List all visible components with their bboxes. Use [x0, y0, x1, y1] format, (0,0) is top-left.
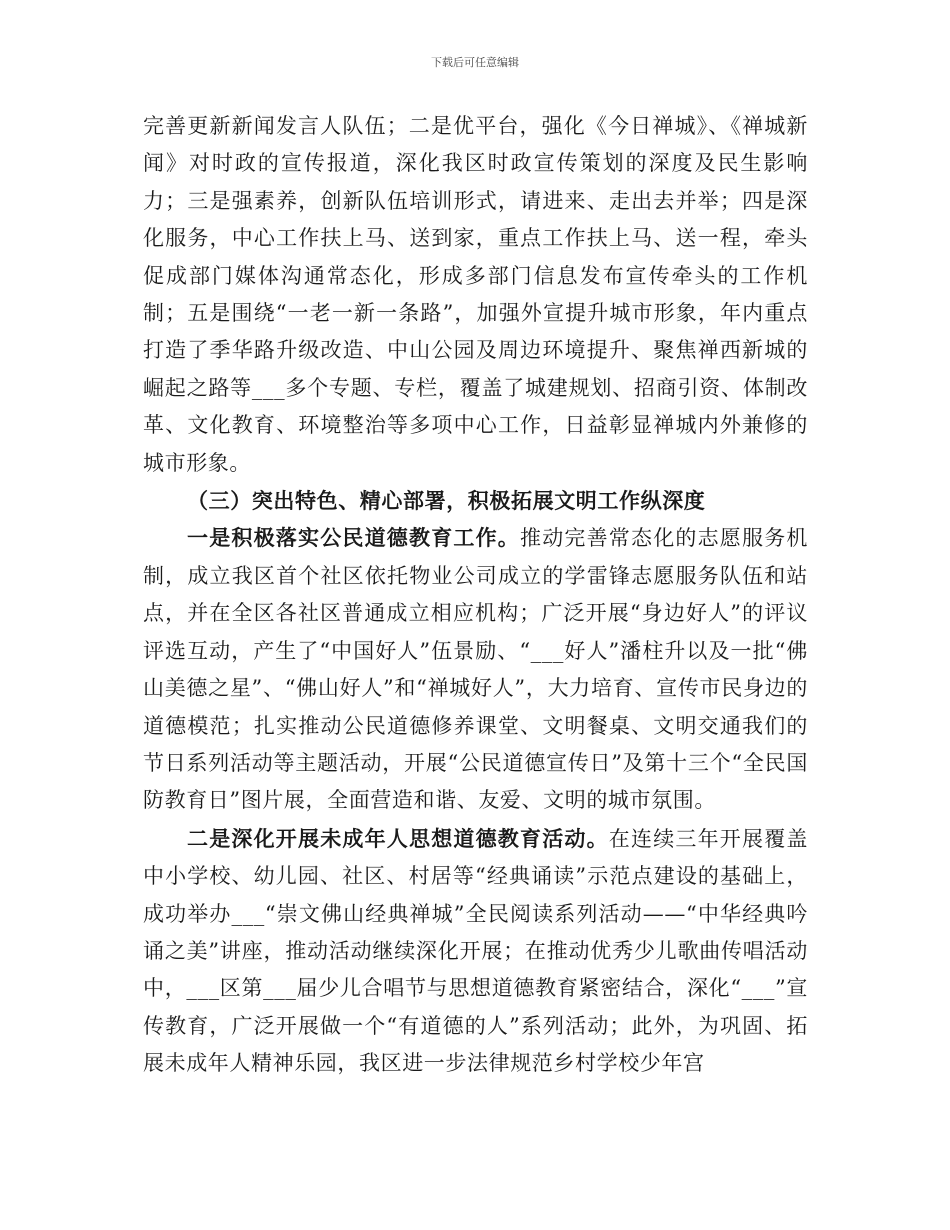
paragraph-lead: 一是积极落实公民道德教育工作。: [187, 525, 520, 551]
paragraph-text: 推动完善常态化的志愿服务机制，成立我区首个社区依托物业公司成立的学雷锋志愿服务队伍和站点，并在全区各社区普通成立相应机构；广泛开展“身边好人”的评议评选互动，产生了“中国好人”伍景励、“___好人”潘柱升以及一批“佛山美德之星”、“佛山好人”和“禅城好人”，大力培育、宣传市民身边的道德模范；扎实推动公民道德修养课堂、文明餐桌、文明交通我们的节日系列活动等主题活动，开展“公民道德宣传日”及第十三个“全民国防教育日”图片展，全面营造和谐、友爱、文明的城市氛围。: [143, 526, 808, 813]
paragraph-youth-education: [143, 820, 808, 1083]
paragraph-text: 在连续三年开展覆盖中小学校、幼儿园、社区、村居等“经典诵读”示范点建设的基础上，成功举办___“崇文佛山经典禅城”全民阅读系列活动——“中华经典吟诵之美”讲座，推动活动继续深化开展；在推动优秀少儿歌曲传唱活动中，___区第___届少儿合唱节与思想道德教育紧密结合，深化“___”宣传教育，广泛开展做一个“有道德的人”系列活动；此外，为巩固、拓展未成年人精神乐园，我区进一步法律规范乡村学校少年宫: [143, 826, 808, 1076]
paragraph-moral-education: [143, 519, 808, 819]
document-body: [143, 108, 808, 1083]
page-header-note: 下载后可任意编辑: [431, 56, 519, 69]
section-heading: （三）突出特色、精心部署，积极拓展文明工作纵深度: [187, 488, 706, 514]
paragraph-lead: 二是深化开展未成年人思想道德教育活动。: [187, 825, 609, 851]
paragraph-continuation: 完善更新新闻发言人队伍；二是优平台，强化《今日禅城》、《禅城新闻》对时政的宣传报道，深化我区时政宣传策划的深度及民生影响力；三是强素养，创新队伍培训形式，请进来、走出去并举；四是深化服务，中心工作扶上马、送到家，重点工作扶上马、送一程，牵头促成部门媒体沟通常态化，形成多部门信息发布宣传牵头的工作机制；五是围绕“一老一新一条路”，加强外宣提升城市形象，年内重点打造了季华路升级改造、中山公园及周边环境提升、聚焦禅西新城的崛起之路等___多个专题、专栏，覆盖了城建规划、招商引资、体制改革、文化教育、环境整治等多项中心工作，日益彰显禅城内外兼修的城市形象。: [143, 114, 808, 475]
